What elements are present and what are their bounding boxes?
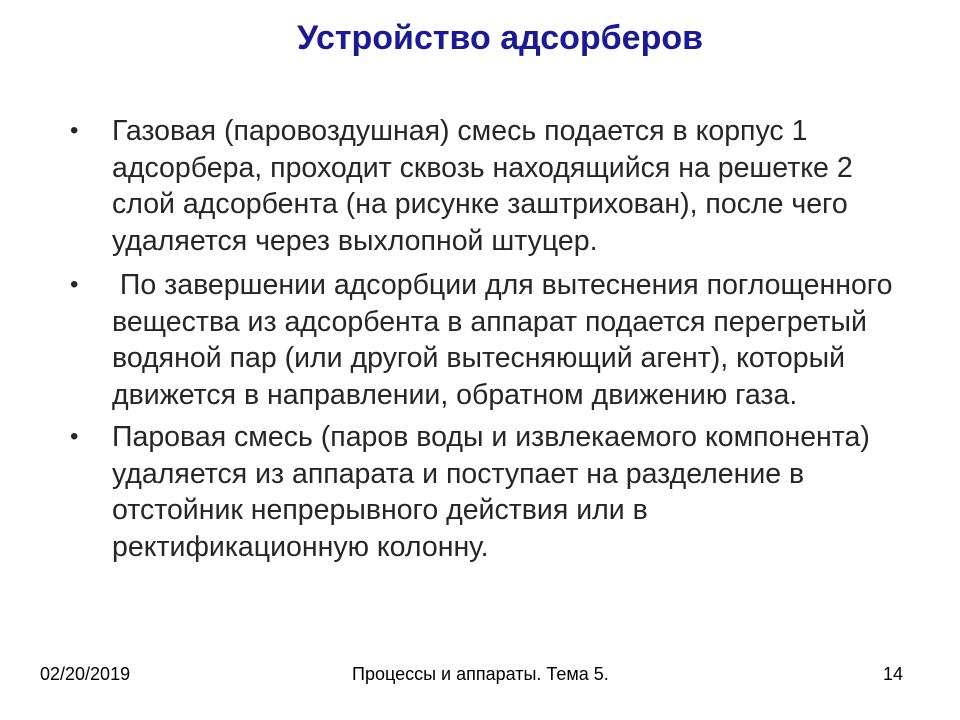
slide-title: Устройство адсорберов (296, 19, 704, 57)
footer-title: Процессы и аппараты. Тема 5. (352, 664, 609, 684)
bullet-item (66, 419, 896, 565)
page-number: 14 (883, 664, 904, 684)
bullet-marker: • (70, 117, 79, 144)
footer-date: 02/20/2019 (40, 664, 131, 684)
bullet-text: По завершении адсорбции для вытеснения поглощенного вещества из адсорбента в аппарат подается перегретый водяной пар (или другой вытесняющий агент), который движется в направлении, обратном движению газа. (112, 269, 901, 411)
bullet-marker: • (70, 271, 79, 298)
bullet-text: Газовая (паровоздушная) смесь подается в корпус 1 адсорбера, проходит сквозь находящийся на решетке 2 слой адсорбента (на рисунке заштрихован), после чего удаляется через выхлопной штуцер. (112, 115, 861, 257)
bullet-list (66, 113, 901, 573)
bullet-item (66, 267, 901, 413)
bullet-item (66, 113, 896, 259)
bullet-text: Паровая смесь (паров воды и извлекаемого компонента) удаляется из аппарата и поступает на разделение в отстойник непрерывного действия или в ректификационную колонну. (112, 421, 878, 563)
bullet-marker: • (70, 423, 79, 450)
